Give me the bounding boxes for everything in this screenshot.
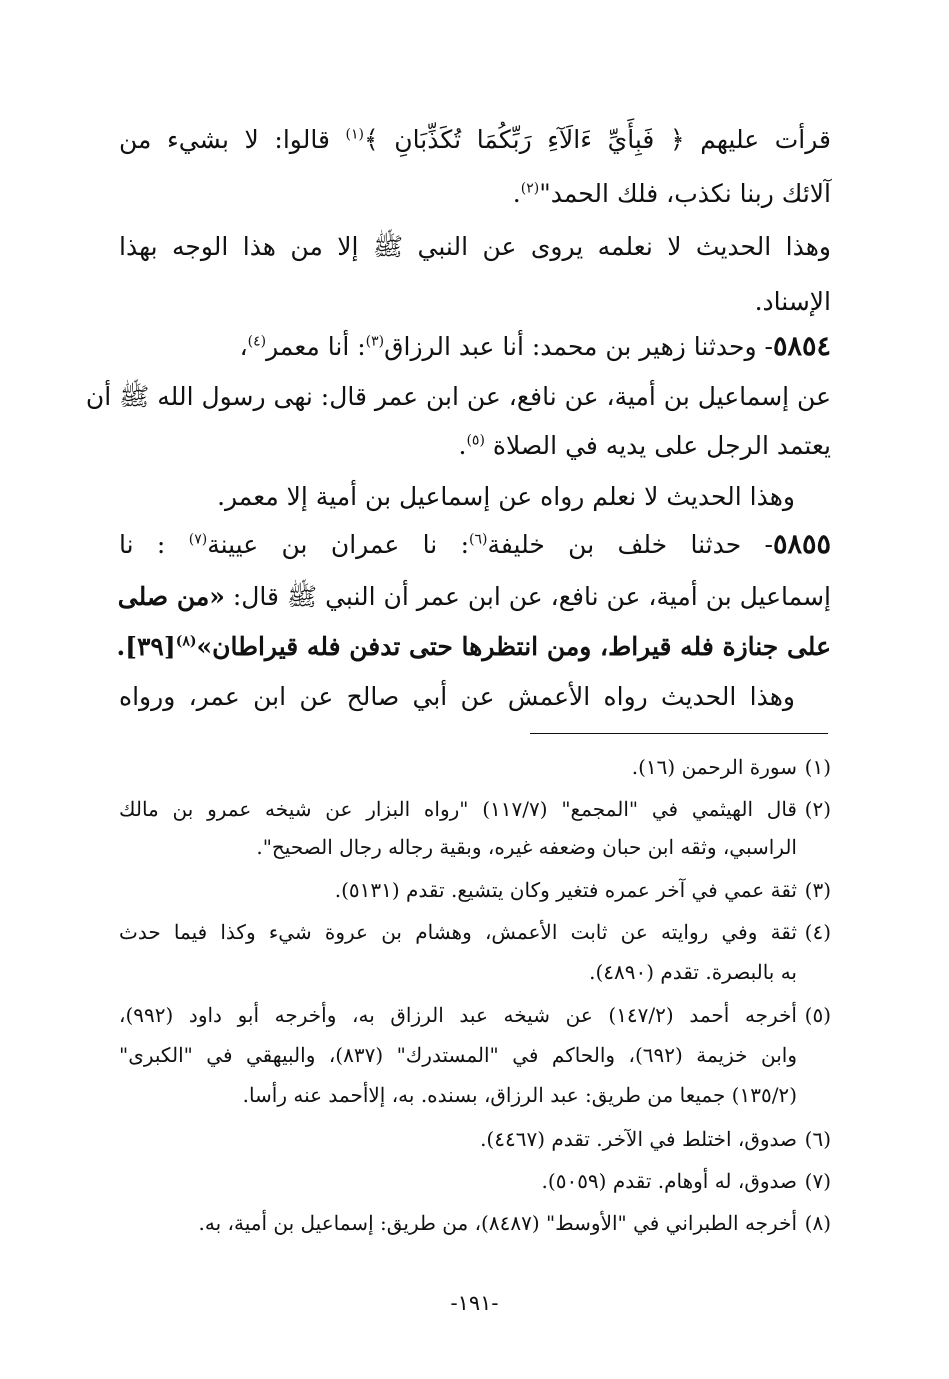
body-line-12: وهذا الحديث رواه الأعمش عن أبي صالح عن ابن عمر، ورواه bbox=[119, 682, 795, 711]
footnote-5-cont-1: وابن خزيمة (٦٩٢)، والحاكم في "المستدرك" (٨٣٧)، والبيهقي في "الكبرى" bbox=[119, 1043, 797, 1067]
footnote-ref-2[interactable]: (٢) bbox=[520, 180, 540, 197]
body-line-2: آلائك ربنا نكذب، فلك الحمد"$^{(٢)}$. bbox=[512, 179, 831, 208]
footnote-7: (٧)صدوق، له أوهام. تقدم (٥٠٥٩). bbox=[541, 1169, 831, 1193]
footnote-ref-4[interactable]: (٤) bbox=[247, 333, 267, 350]
body-line-8: وهذا الحديث لا نعلم رواه عن إسماعيل بن أمية إلا معمر. bbox=[217, 482, 795, 511]
hadith-5855-line-1: ٥٨٥٥- حدثنا خلف بن خليفة$^{(٦)}$: نا عمران بن عيينة$^{(٧)}$ : نا bbox=[119, 529, 831, 560]
footnote-1: (١)سورة الرحمن (١٦). bbox=[631, 755, 831, 779]
footnote-ref-6[interactable]: (٦) bbox=[469, 531, 488, 548]
footnote-4: (٤)ثقة وفي روايته عن ثابت الأعمش، وهشام بن عروة شيء وكذا فيما حدث bbox=[119, 920, 831, 944]
body-line-3: وهذا الحديث لا نعلمه يروى عن النبي ﷺ إلا من هذا الوجه بهذا bbox=[119, 232, 831, 261]
footnote-ref-3[interactable]: (٣) bbox=[365, 333, 385, 350]
footnote-ref-7[interactable]: (٧) bbox=[188, 531, 208, 548]
hadith-number-5854: ٥٨٥٤ bbox=[772, 331, 831, 362]
footnote-separator bbox=[530, 733, 828, 734]
hadith-5854-line-2: عن إسماعيل بن أمية، عن نافع، عن ابن عمر قال: نهى رسول الله ﷺ أن bbox=[85, 382, 831, 411]
hadith-5854-line-3: يعتمد الرجل على يديه في الصلاة $^{(٥)}$. bbox=[458, 431, 831, 460]
footnote-5-cont-2: (١٣٥/٢) جميعا من طريق: عبد الرزاق، بسنده. به، إلاأحمد عنه رأسا. bbox=[242, 1083, 797, 1107]
footnote-ref-8[interactable]: (٨) bbox=[175, 633, 197, 650]
hadith-5855-line-3: على جنازة فله قيراط، ومن انتظرها حتى تدفن فله قيراطان»$^{(٨)}$[٣٩]. bbox=[116, 632, 831, 661]
footnote-ref-5[interactable]: (٥) bbox=[466, 432, 485, 449]
page-number: -١٩١- bbox=[450, 1291, 499, 1315]
body-line-1: قرأت عليهم ﴿ فَبِأَيِّ ءَالَآءِ رَبِّكُمَا تُكَذِّبَانِ ﴾$^{(١)}$ قالوا: لا بشيء من bbox=[119, 125, 831, 154]
footnote-ref-1[interactable]: (١) bbox=[345, 126, 365, 143]
footnote-6: (٦)صدوق، اختلط في الآخر. تقدم (٤٤٦٧). bbox=[480, 1127, 831, 1151]
footnote-2-cont: الراسبي، وثقه ابن حبان وضعفه غيره، وبقية رجاله رجال الصحيح". bbox=[256, 835, 797, 859]
hadith-number-5855: ٥٨٥٥ bbox=[772, 529, 831, 560]
hadith-5854-line-1: ٥٨٥٤- وحدثنا زهير بن محمد: أنا عبد الرزاق$^{(٣)}$: أنا معمر$^{(٤)}$، bbox=[239, 331, 831, 362]
footnote-5: (٥)أخرجه أحمد (١٤٧/٢) عن شيخه عبد الرزاق به، وأخرجه أبو داود (٩٩٢)، bbox=[119, 1003, 831, 1027]
footnote-3: (٣)ثقة عمي في آخر عمره فتغير وكان يتشيع. تقدم (٥١٣١). bbox=[334, 878, 831, 902]
footnote-2: (٢)قال الهيثمي في "المجمع" (١١٧/٧) "رواه البزار عن شيخه عمرو بن مالك bbox=[119, 797, 831, 821]
footnote-8: (٨)أخرجه الطبراني في "الأوسط" (٨٤٨٧)، من طريق: إسماعيل بن أمية، به. bbox=[198, 1211, 831, 1235]
hadith-5855-line-2: إسماعيل بن أمية، عن نافع، عن ابن عمر أن النبي ﷺ قال: «من صلى bbox=[117, 582, 831, 611]
footnote-4-cont: به بالبصرة. تقدم (٤٨٩٠). bbox=[589, 960, 797, 984]
body-line-4: الإسناد. bbox=[754, 287, 831, 316]
